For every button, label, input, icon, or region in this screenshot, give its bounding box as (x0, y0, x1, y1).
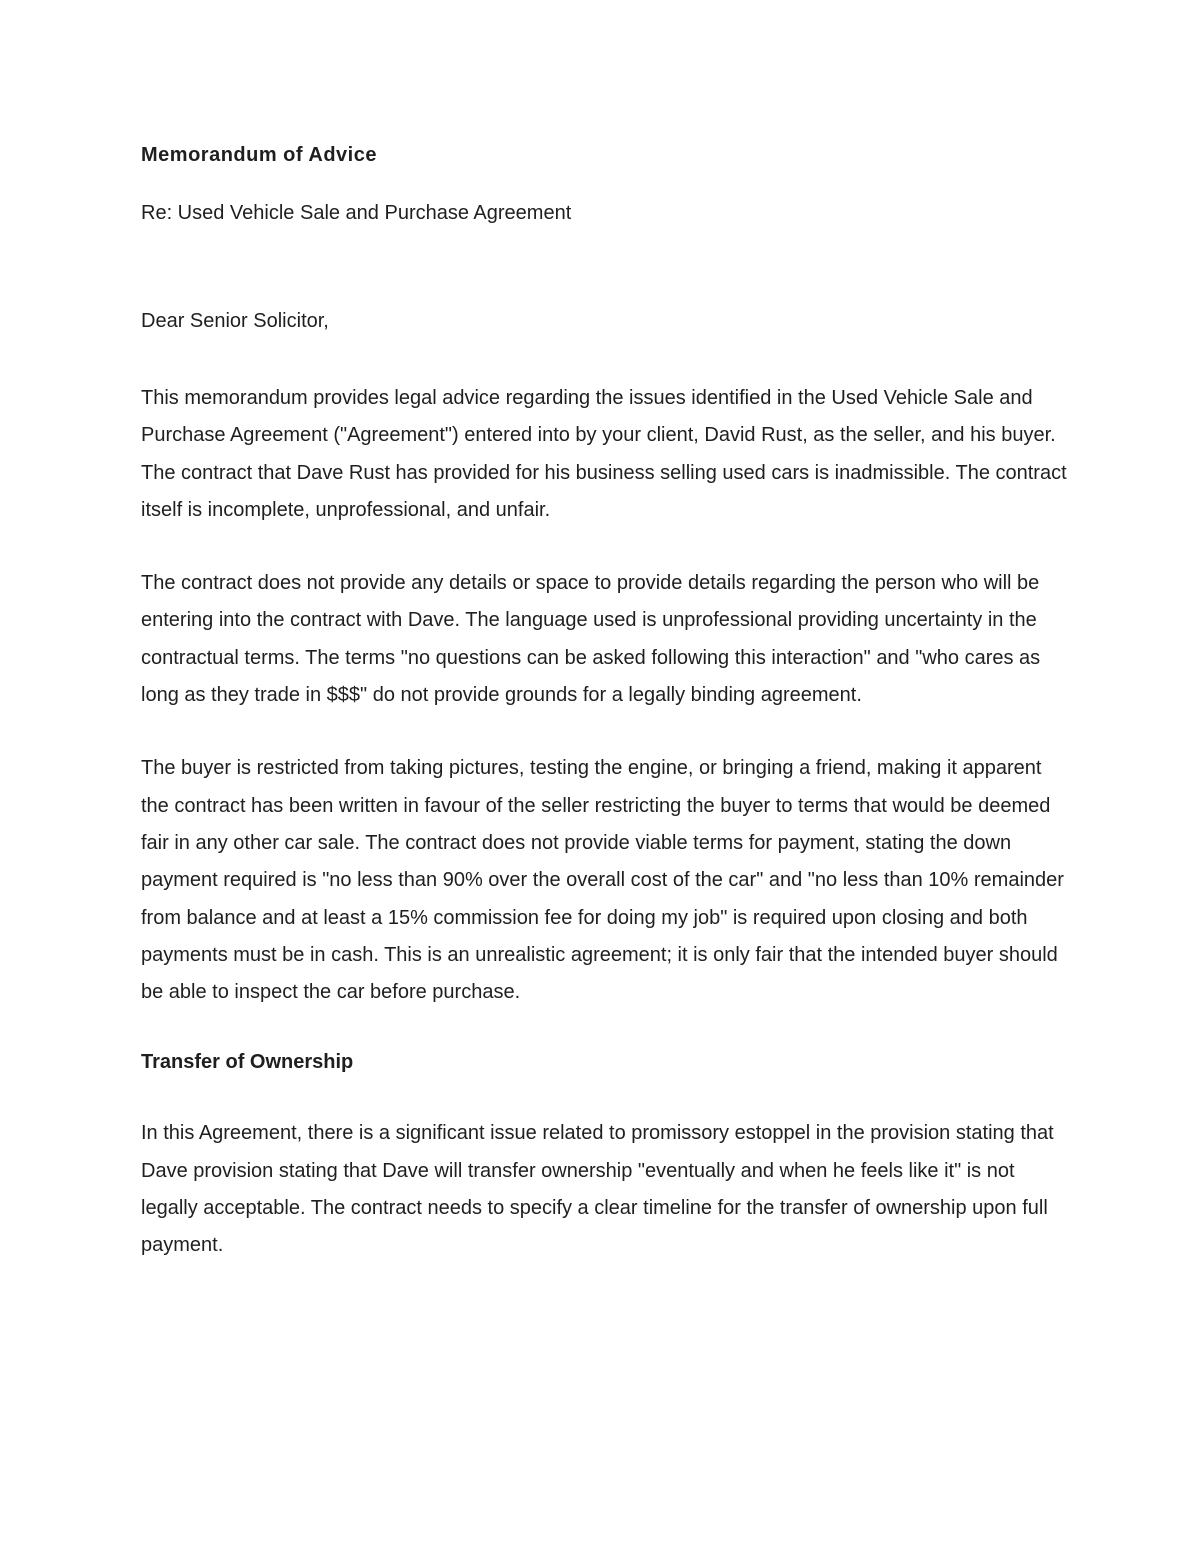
memo-title: Memorandum of Advice (141, 144, 377, 166)
document-body (141, 140, 1071, 1301)
salutation: Dear Senior Solicitor, (141, 310, 329, 332)
paragraph-transfer-of-ownership: In this Agreement, there is a significant issue related to promissory estoppel in the provision stating that Dave provision stating that Dave will transfer ownership "eventually and when he feels like it" is not legally acceptable. The contract needs to specify a clear timeline for the transfer of ownership upon full payment. (141, 1122, 1054, 1257)
memo-subject: Re: Used Vehicle Sale and Purchase Agreement (141, 202, 572, 224)
paragraph-contract-details: The contract does not provide any details or space to provide details regarding the person who will be entering into the contract with Dave. The language used is unprofessional providing uncertainty in the contractual terms. The terms "no questions can be asked following this interaction" and "who cares as long as they trade in $$$" do not provide grounds for a legally binding agreement. (141, 572, 1041, 707)
paragraph-intro: This memorandum provides legal advice regarding the issues identified in the Used Vehicle Sale and Purchase Agreement ("Agreement") entered into by your client, David Rust, as the seller, and his buyer. The contract that Dave Rust has provided for his business selling used cars is inadmissible. The contract itself is incomplete, unprofessional, and unfair. (141, 387, 1067, 521)
section-heading-transfer-of-ownership: Transfer of Ownership (141, 1051, 354, 1074)
paragraph-buyer-restrictions: The buyer is restricted from taking pictures, testing the engine, or bringing a friend, making it apparent the contract has been written in favour of the seller restricting the buyer to terms that would be deemed fair in any other car sale. The contract does not provide viable terms for payment, stating the down payment required is "no less than 90% over the overall cost of the car" and "no less than 10% remainder from balance and at least a 15% commission fee for doing my job" is required upon closing and both payments must be in cash. This is an unrealistic agreement; it is only fair that the intended buyer should be able to inspect the car before purchase. (141, 757, 1064, 1004)
